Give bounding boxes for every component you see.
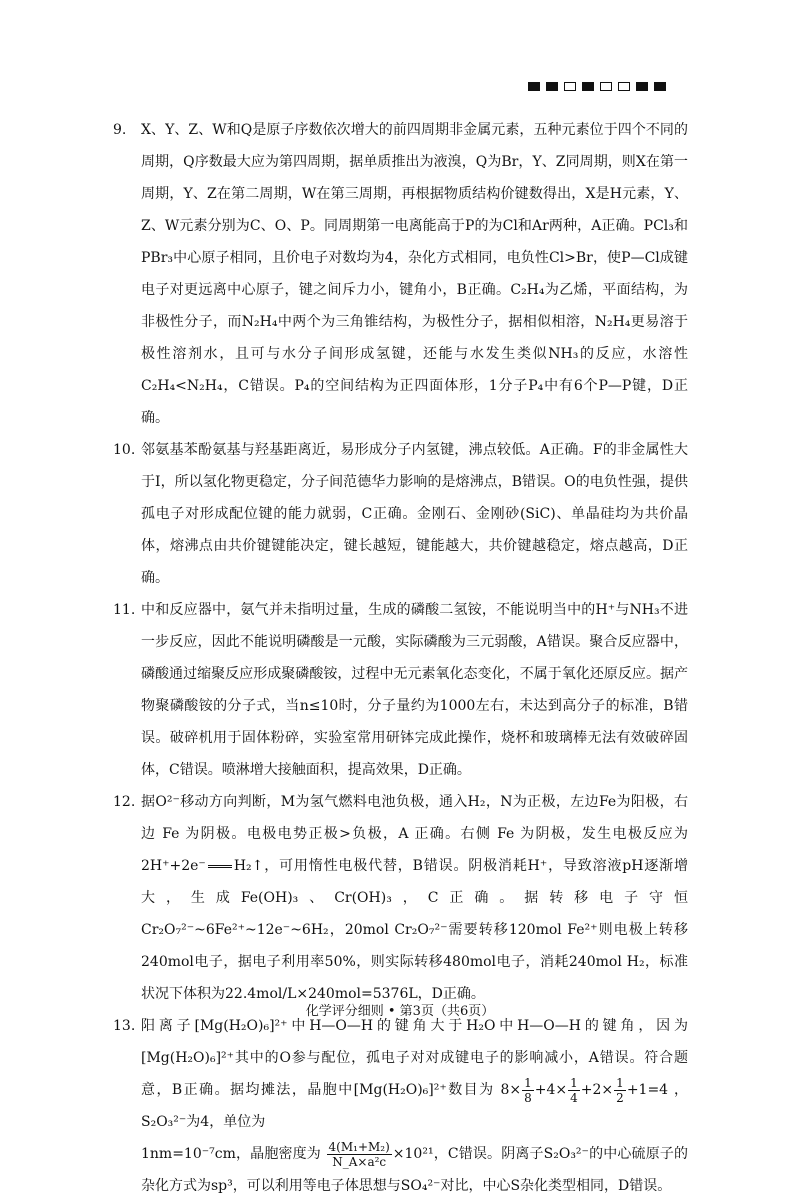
item-13 [113,1010,688,1202]
calc-term: +1=4 [626,1082,669,1098]
calc-term: +4× [534,1082,568,1098]
item-number: 11. [113,602,136,618]
item-text [141,786,688,1010]
item-number: 13. [113,1018,136,1034]
item-9 [113,114,688,434]
item-text: X、Y、Z、W和Q是原子序数依次增大的前四周期非金属元素，五种元素位于四个不同的周期，Q序数最大应为第四周期，据单质推出为液溴，Q为Br，Y、Z同周期，则X在第一周期，Y、Z在第二周期，W在第三周期，再根据物质结构价键数得出，X是H元素，Y、Z、W元素分别为C、O、P。同周期第一电离能高于P的为Cl和Ar两种，A正确。PCl₃和PBr₃中心原子相同，且价电子对数均为4，杂化方式相同，电负性Cl>Br，使P—Cl成键电子对更远离中心原子，键之间斥力小，键角小，B正确。C₂H₄为乙烯，平面结构，为非极性分子，而N₂H₄中两个为三角锥结构，为极性分子，据相似相溶，N₂H₄更易溶于极性溶剂水，且可与水分子间形成氢键，还能与水发生类似NH₃的反应，水溶性C₂H₄<N₂H₄，C错误。P₄的空间结构为正四面体形，1分子P₄中有6个P—P键，D正确。 [141,122,688,426]
item-text: 中和反应器中，氨气并未指明过量，生成的磷酸二氢铵，不能说明当中的H⁺与NH₃不进一步反应，因此不能说明磷酸是一元酸，实际磷酸为三元弱酸，A错误。聚合反应器中，磷酸通过缩聚反应形成聚磷酸铵，过程中无元素氧化态变化，不属于氧化还原反应。据产物聚磷酸铵的分子式，当n≤10时，分子量约为1000左右，未达到高分子的标准，B错误。破碎机用于固体粉碎，实验室常用研钵完成此操作，烧杯和玻璃棒无法有效破碎固体，C错误。喷淋增大接触面积，提高效果，D正确。 [141,602,688,778]
filled-square-icon [582,82,594,91]
item-11 [113,594,688,786]
filled-square-icon [546,82,558,91]
item-text-part: 据O²⁻移动方向判断，M为氢气燃料电池负极，通入H₂，N为正极，左边Fe为阳极，右边 Fe 为阴极。电极电势正极>负极，A 正确。右侧 Fe 为阴极，发生电极反应为 [141,794,688,842]
equals-sign [208,865,232,868]
equation-left: 2H⁺+2e⁻ [141,858,206,874]
item-12 [113,786,688,1010]
item-10 [113,434,688,594]
empty-square-icon [564,82,576,91]
item-text [141,1010,688,1202]
density-fraction: $\frac{\text{4(M₁+M₂)}}{\text{N\_A×a²c}}$ [328,1139,390,1169]
item-text-part: ，S₂O₃²⁻为4，单位为 [141,1082,689,1130]
item-text: 邻氨基苯酚氨基与羟基距离近，易形成分子内氢键，沸点较低。A正确。F的非金属性大于I，所以氢化物更稳定，分子间范德华力影响的是熔沸点，B错误。O的电负性强，提供孤电子对形成配位键的能力就弱，C正确。金刚石、金刚砂(SiC)、单晶硅均为共价晶体，熔沸点由共价键键能决定，键长越短，键能越大，共价键越稳定，熔点越高，D正确。 [141,442,688,586]
filled-square-icon [528,82,540,91]
item-text-part: 阳离子[Mg(H₂O)₆]²⁺中H—O—H的键角大于H₂O中H—O—H的键角，因为[Mg(H₂O)₆]²⁺其中的O参与配位，孤电子对对成键电子的影响减小，A错误。符合题意，B正确。据均摊法，晶胞中[Mg(H₂O)₆]²⁺数目为 [141,1018,688,1098]
item-number: 12. [113,794,136,810]
count-calculation [500,1075,675,1105]
item-text-part: H₂↑，可用惰性电极代替，B错误。阴极消耗H⁺，导致溶液pH逐渐增大，生成Fe(OH)₃、Cr(OH)₃，C正确。据转移电子守恒Cr₂O₇²⁻~6Fe²⁺~12e⁻~6H₂，20mol Cr₂O₇²⁻需要转移120mol Fe²⁺则电极上转移240mol电子，据电子利用率50%，则实际转移480mol电子，消耗240mol H₂，标准状况下体积为22.4mol/L×240mol=5376L，D正确。 [141,858,688,1002]
item-text-part: 1nm=10⁻⁷cm，晶胞密度为 [141,1146,321,1162]
page-footer: 化学评分细则 • 第3页（共6页） [305,1004,495,1019]
fraction: $\frac{1}{4}$ [570,1075,578,1105]
fraction: $\frac{1}{2}$ [616,1075,624,1105]
item-text-part: ×10²¹，C错误。阴离子S₂O₃²⁻的中心硫原子的杂化方式为sp³，可以利用等电子体思想与SO₄²⁻对比，中心S杂化类型相同，D错误。 [141,1146,688,1194]
empty-square-icon [600,82,612,91]
calc-term: 8× [500,1082,522,1098]
item-number: 10. [113,442,136,458]
item-number: 9. [113,122,127,138]
page-marks [528,82,666,91]
filled-square-icon [636,82,648,91]
calc-term: +2× [580,1082,614,1098]
fraction: $\frac{1}{8}$ [524,1075,532,1105]
empty-square-icon [618,82,630,91]
filled-square-icon [654,82,666,91]
answer-explanations [113,114,688,1202]
